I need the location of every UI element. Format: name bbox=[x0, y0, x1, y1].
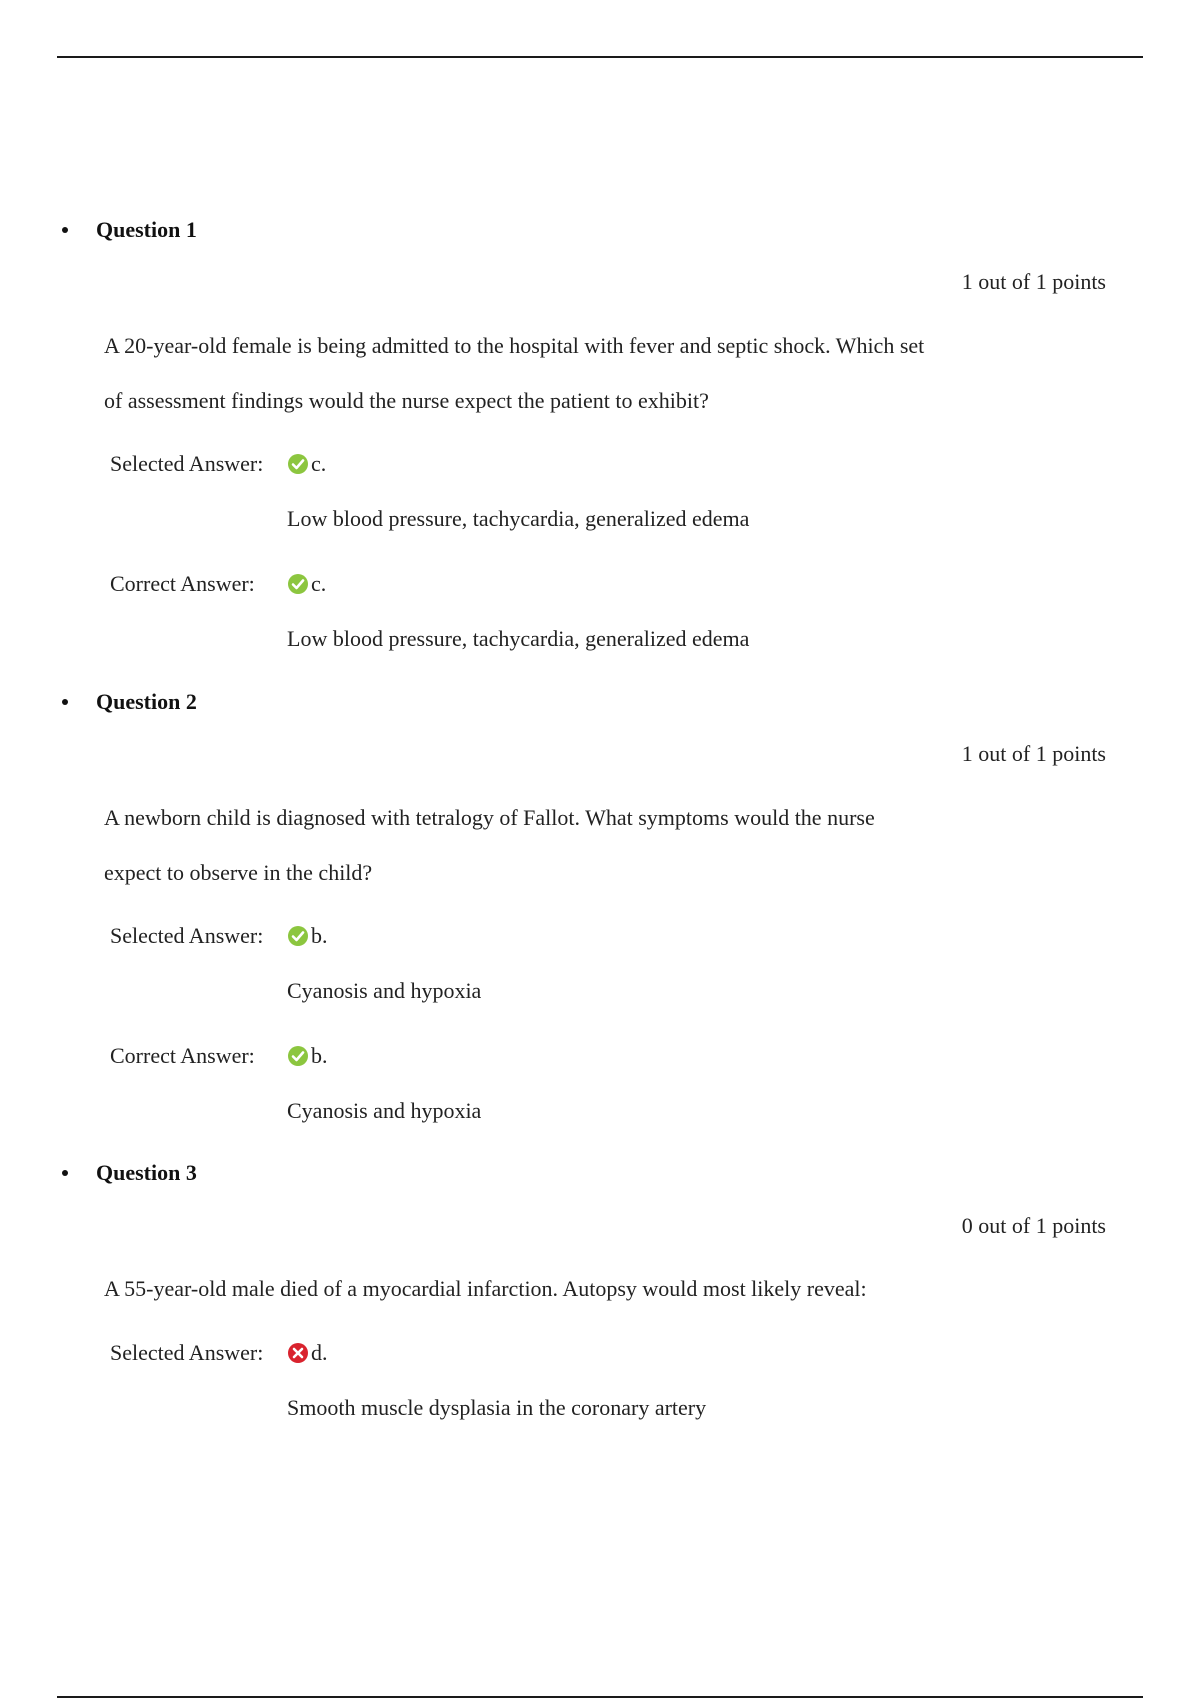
selected-answer-letter: b. bbox=[311, 923, 328, 948]
selected-answer-choice bbox=[287, 923, 328, 949]
bullet bbox=[62, 227, 68, 233]
bullet bbox=[62, 699, 68, 705]
correct-answer-label: Correct Answer: bbox=[110, 571, 255, 596]
selected-answer-letter: d. bbox=[311, 1340, 328, 1365]
correct-answer-letter: c. bbox=[311, 571, 327, 596]
selected-answer-label: Selected Answer: bbox=[110, 1340, 264, 1365]
question-title: Question 3 bbox=[96, 1160, 197, 1185]
question-2-text-line-1: A newborn child is diagnosed with tetralogy of Fallot. What symptoms would the nurse bbox=[104, 805, 875, 830]
question-title: Question 2 bbox=[96, 689, 197, 714]
question-2-header bbox=[62, 687, 197, 717]
selected-answer-text: Smooth muscle dysplasia in the coronary artery bbox=[287, 1395, 707, 1420]
correct-answer-choice bbox=[287, 571, 326, 597]
check-circle-icon bbox=[287, 1045, 309, 1067]
question-2-points: 1 out of 1 points bbox=[961, 741, 1106, 766]
question-3-text-line-1: A 55-year-old male died of a myocardial infarction. Autopsy would most likely reveal: bbox=[104, 1276, 867, 1301]
selected-answer-label: Selected Answer: bbox=[110, 451, 264, 476]
question-1-text-line-2: of assessment findings would the nurse expect the patient to exhibit? bbox=[104, 388, 709, 413]
selected-answer-choice bbox=[287, 1340, 328, 1366]
top-rule bbox=[57, 56, 1143, 58]
question-title: Question 1 bbox=[96, 217, 197, 242]
selected-answer-text: Low blood pressure, tachycardia, generalized edema bbox=[287, 506, 750, 531]
correct-answer-letter: b. bbox=[311, 1043, 328, 1068]
check-circle-icon bbox=[287, 453, 309, 475]
correct-answer-choice bbox=[287, 1043, 328, 1069]
x-circle-icon bbox=[287, 1342, 309, 1364]
selected-answer-choice bbox=[287, 451, 326, 477]
check-circle-icon bbox=[287, 573, 309, 595]
question-1-header bbox=[62, 215, 197, 245]
question-1-points: 1 out of 1 points bbox=[961, 269, 1106, 294]
selected-answer-text: Cyanosis and hypoxia bbox=[287, 978, 482, 1003]
correct-answer-label: Correct Answer: bbox=[110, 1043, 255, 1068]
selected-answer-label: Selected Answer: bbox=[110, 923, 264, 948]
check-circle-icon bbox=[287, 925, 309, 947]
correct-answer-text: Low blood pressure, tachycardia, generalized edema bbox=[287, 626, 750, 651]
question-3-points: 0 out of 1 points bbox=[961, 1213, 1106, 1238]
question-2-text-line-2: expect to observe in the child? bbox=[104, 860, 373, 885]
correct-answer-text: Cyanosis and hypoxia bbox=[287, 1098, 482, 1123]
bullet bbox=[62, 1170, 68, 1176]
question-1-text-line-1: A 20-year-old female is being admitted to the hospital with fever and septic shock. Which set bbox=[104, 333, 925, 358]
question-3-header bbox=[62, 1158, 197, 1188]
bottom-rule bbox=[57, 1696, 1143, 1698]
selected-answer-letter: c. bbox=[311, 451, 327, 476]
